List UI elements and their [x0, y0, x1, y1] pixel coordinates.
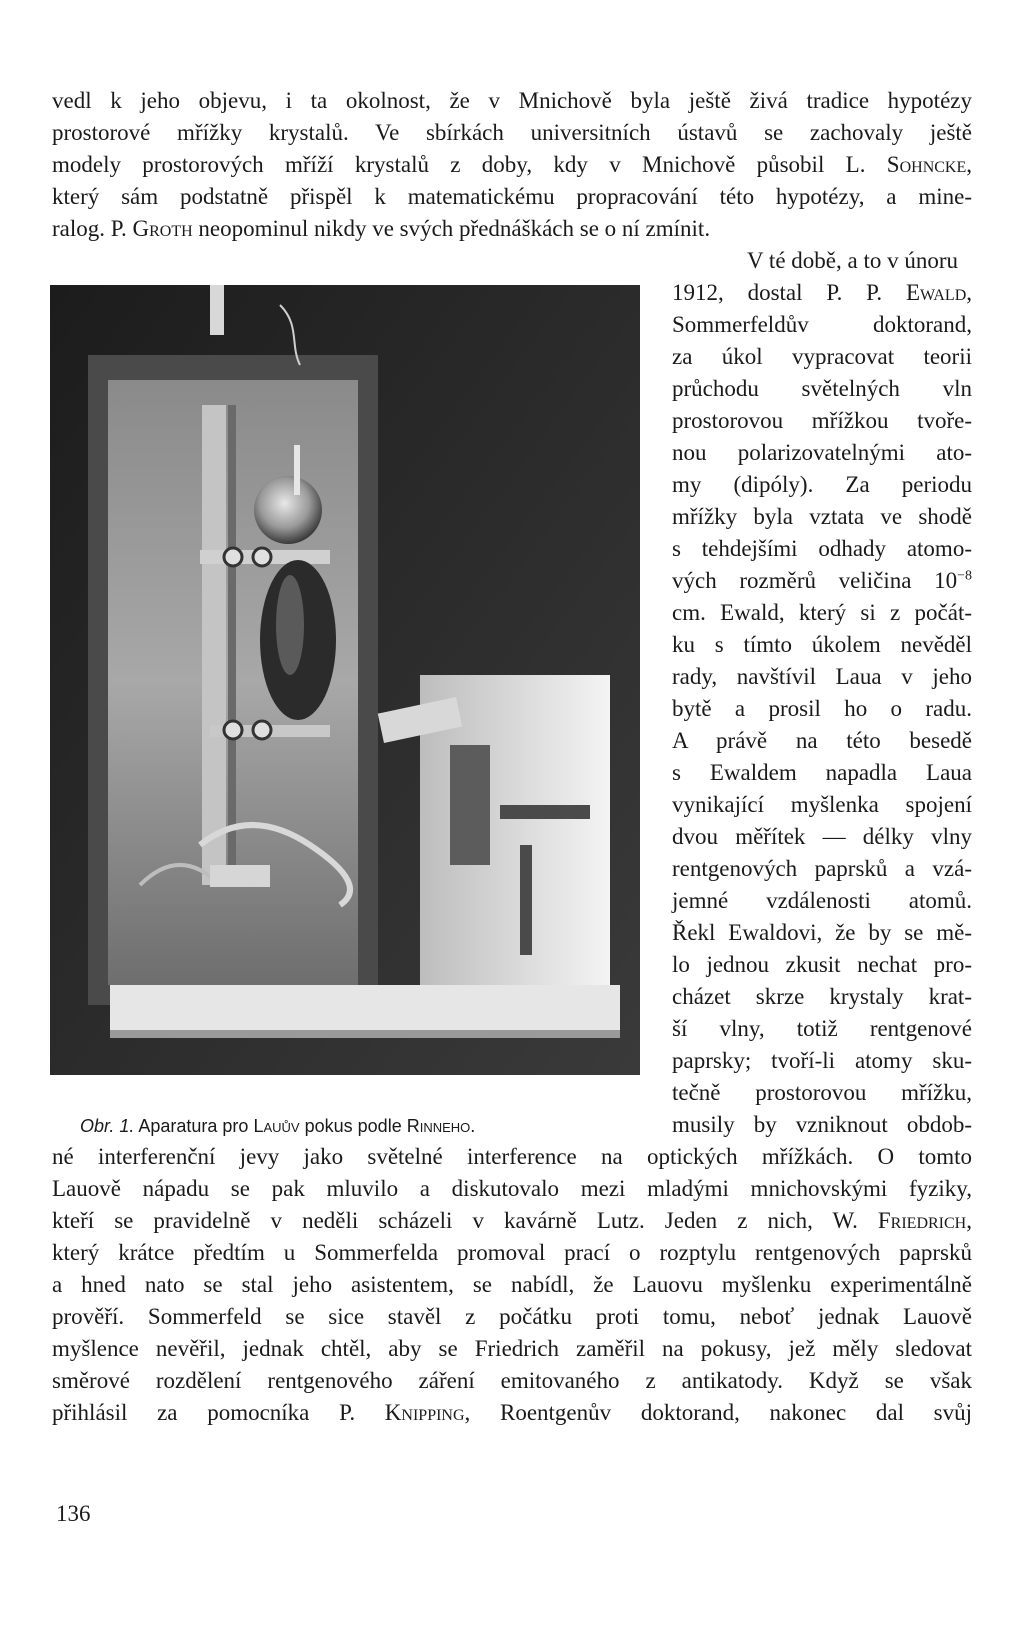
text-line: který krátce předtím u Sommerfelda promoval prací o rozptylu rentgenových paprsků — [52, 1240, 972, 1265]
person-name-ewald: Ewald, — [905, 280, 972, 305]
column-line: rady, navštívil Laua v jeho — [672, 664, 972, 689]
column-line: cm. Ewald, který si z počát- — [672, 600, 972, 625]
person-name-friedrich: Friedrich, — [877, 1208, 972, 1233]
column-line: za úkol vypracovat teorii — [672, 344, 972, 369]
column-line: Řekl Ewaldovi, že by se mě- — [672, 920, 972, 945]
column-line: rentgenových paprsků a vzá- — [672, 856, 972, 881]
text-line: vedl k jeho objevu, i ta okolnost, že v Mnichově byla ještě živá tradice hypotézy — [52, 88, 972, 113]
column-line: tečně prostorovou mřížku, — [672, 1080, 972, 1105]
column-line: musily by vzniknout obdob- — [672, 1112, 972, 1137]
caption-name-laue: Lauův — [253, 1116, 300, 1136]
column-line: my (dipóly). Za periodu — [672, 472, 972, 497]
apparatus-photo-illustration — [50, 285, 640, 1075]
person-name-sohncke: Sohncke, — [886, 152, 973, 177]
column-line: 1912, dostal P. P. Ewald, — [672, 280, 972, 305]
text-line: myšlence nevěřil, jednak chtěl, aby se Friedrich zaměřil na pokusy, jež měly sledovat — [52, 1336, 972, 1361]
column-line: prostorovou mřížkou tvoře- — [672, 408, 972, 433]
figure-caption — [80, 1114, 640, 1138]
text-line: a hned nato se stal jeho asistentem, se nabídl, že Lauovu myšlenku experimentálně — [52, 1272, 972, 1297]
text-line: modely prostorových mříží krystalů z doby, kdy v Mnichově působil L. Sohncke, — [52, 152, 973, 177]
column-line: nou polarizovatelnými ato- — [672, 440, 972, 465]
caption-name-rinne: Rinneho. — [406, 1116, 476, 1136]
column-line: s Ewaldem napadla Laua — [672, 760, 972, 785]
column-line: s tehdejšími odhady atomo- — [672, 536, 972, 561]
caption-text: Aparatura pro — [138, 1116, 249, 1136]
text-line: prostorové mřížky krystalů. Ve sbírkách universitních ústavů se zachovaly ještě — [52, 120, 972, 145]
column-line: bytě a prosil ho o radu. — [672, 696, 972, 721]
person-name-groth: Groth — [132, 216, 193, 241]
caption-text-mid: pokus podle — [304, 1116, 402, 1136]
column-line: mřížky byla vztata ve shodě — [672, 504, 972, 529]
column-line: ku s tímto úkolem nevěděl — [672, 632, 972, 657]
column-line: dvou měřítek — délky vlny — [672, 824, 972, 849]
text-line: přihlásil za pomocníka P. Knipping, Roentgenův doktorand, nakonec dal svůj — [52, 1400, 972, 1425]
column-line: paprsky; tvoří-li atomy sku- — [672, 1048, 972, 1073]
column-line: ší vlny, totiž rentgenové — [672, 1016, 972, 1041]
text-line: né interferenční jevy jako světelné interference na optických mřížkách. O tomto — [52, 1144, 972, 1169]
page-number: 136 — [56, 1501, 91, 1526]
column-line: cházet skrze krystaly krat- — [672, 984, 972, 1009]
column-line: Sommerfeldův doktorand, — [672, 312, 972, 337]
text-line: ralog. P. Groth neopominul nikdy ve svých přednáškách se o ní zmínit. — [52, 216, 711, 241]
text-line: kteří se pravidelně v neděli scházeli v kavárně Lutz. Jeden z nich, W. Friedrich, — [52, 1208, 972, 1233]
text-line: Lauově nápadu se pak mluvilo a diskutovalo mezi mladými mnichovskými fyziky, — [52, 1176, 972, 1201]
column-line: průchodu světelných vln — [672, 376, 972, 401]
column-line: lo jednou zkusit nechat pro- — [672, 952, 972, 977]
column-line: A právě na této besedě — [672, 728, 972, 753]
text-line: prověří. Sommerfeld se sice stavěl z počátku proti tomu, neboť jednak Lauově — [52, 1304, 972, 1329]
text-line: který sám podstatně přispěl k matematickému propracování této hypotézy, a mine- — [52, 184, 972, 209]
exponent: −8 — [957, 568, 972, 584]
text-line: směrové rozdělení rentgenového záření emitovaného z antikatody. Když se však — [52, 1368, 972, 1393]
column-line: vých rozměrů veličina $10^{-8}$ — [672, 568, 972, 593]
column-line: vynikající myšlenka spojení — [672, 792, 972, 817]
person-name-knipping: Knipping, — [384, 1400, 471, 1425]
column-line: V té době, a to v únoru — [746, 248, 958, 273]
caption-label: Obr. 1. — [80, 1116, 135, 1136]
apparatus-photo — [50, 285, 640, 1075]
column-line: jemné vzdálenosti atomů. — [672, 888, 972, 913]
